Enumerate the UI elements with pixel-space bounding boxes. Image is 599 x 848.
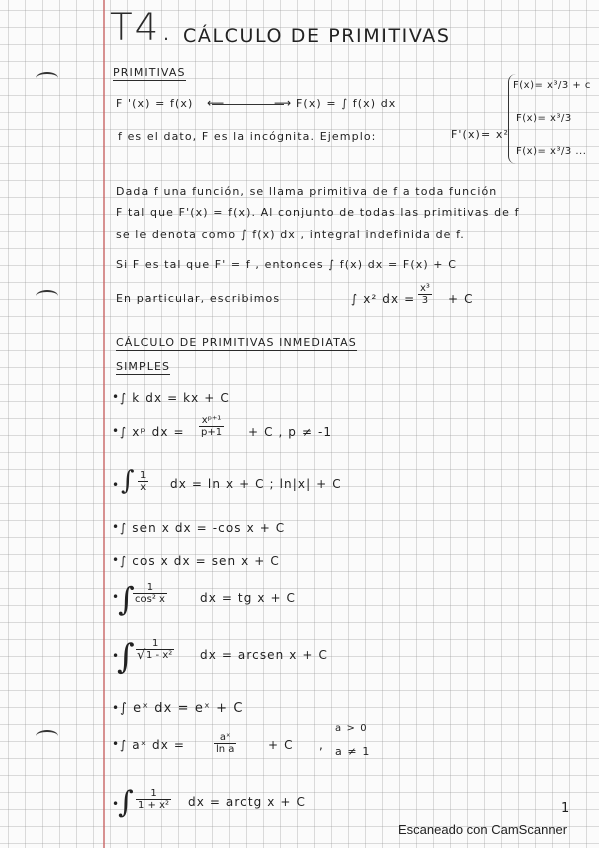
denominator: 3 — [421, 295, 429, 306]
bullet: • — [112, 424, 120, 438]
denominator: p+1 — [201, 427, 223, 438]
branch-bottom: F(x)= x³/3 ... — [516, 146, 587, 157]
binder-hole-mark — [36, 290, 58, 302]
branch-top: F(x)= x³/3 + c — [513, 80, 591, 91]
binder-hole-mark — [36, 72, 58, 84]
branch-mid: F(x)= x³/3 — [516, 113, 572, 124]
square-root-sign: √ — [137, 648, 147, 663]
formula-arctangent-fraction — [136, 788, 171, 811]
formula-general-exp-fraction — [214, 732, 236, 755]
definition-line: Dada f una función, se llama primitiva de f a toda función — [116, 185, 498, 198]
condition-separator: , — [319, 738, 324, 752]
section-heading: PRIMITIVAS — [113, 66, 186, 79]
definition-line: F tal que F'(x) = f(x). Al conjunto de todas las primitivas de f — [116, 206, 520, 219]
formula-reciprocal-fraction — [138, 470, 148, 493]
numerator: xᵖ⁺¹ — [199, 415, 224, 427]
binder-hole-mark — [36, 730, 58, 742]
example-constant: + C — [448, 292, 474, 306]
numerator: 1 — [133, 582, 167, 594]
scanner-watermark: Escaneado con CamScanner — [398, 822, 568, 837]
numerator: 1 — [140, 470, 147, 481]
arrow-right-head: ⟶ — [274, 96, 293, 110]
bullet: • — [112, 590, 120, 604]
formula-sine: ∫ sen x dx = -cos x + C — [120, 521, 286, 535]
section-heading: CÁLCULO DE PRIMITIVAS INMEDIATAS — [116, 336, 357, 349]
example-text: En particular, escribimos — [116, 292, 281, 305]
subsection-heading: SIMPLES — [116, 360, 171, 373]
numerator: 1 — [136, 788, 171, 800]
definition-line: Si F es tal que F' = f , entonces ∫ f(x) dx = F(x) + C — [116, 258, 458, 271]
page-title: CÁLCULO DE PRIMITIVAS — [183, 25, 451, 47]
formula-reciprocal-tail: dx = ln x + C ; ln|x| + C — [170, 477, 342, 491]
formula-exponential: ∫ eˣ dx = eˣ + C — [120, 701, 244, 716]
note-text: f es el dato, F es la incógnita. Ejemplo: — [118, 130, 377, 143]
bullet: • — [112, 701, 120, 715]
page-number: 1 — [561, 801, 570, 816]
bullet: • — [112, 390, 120, 404]
bullet: • — [112, 553, 120, 567]
denominator: x — [140, 482, 147, 493]
formula-cosine: ∫ cos x dx = sen x + C — [120, 554, 280, 568]
denominator: 1 - x² — [146, 650, 173, 661]
formula-arctangent-tail: dx = arctg x + C — [188, 795, 306, 809]
denominator: cos² x — [135, 594, 165, 605]
formula-constant: ∫ k dx = kx + C — [120, 391, 230, 405]
denominator: 1 + x² — [138, 800, 170, 811]
example-derivative: F'(x)= x² — [451, 128, 509, 141]
formula-secant-tail: dx = tg x + C — [200, 591, 297, 605]
formula-general-exp-lhs: ∫ aˣ dx = — [120, 738, 186, 752]
equation-integral: F(x) = ∫ f(x) dx — [296, 97, 397, 110]
condition-positive: a > 0 — [335, 723, 368, 734]
integral-sign: ∫ — [118, 785, 134, 820]
example-integral: ∫ x² dx = — [351, 292, 416, 306]
integral-sign: ∫ — [121, 466, 135, 496]
formula-power-fraction — [199, 415, 224, 438]
bullet: • — [112, 797, 120, 811]
topic-number: T4. — [110, 6, 174, 49]
denominator: ln a — [216, 744, 235, 755]
numerator: aˣ — [214, 732, 236, 744]
integral-sign: ∫ — [117, 637, 135, 677]
margin-line — [103, 0, 105, 848]
bullet: • — [112, 649, 120, 663]
integral-sign: ∫ — [118, 580, 135, 618]
example-fraction — [418, 283, 432, 306]
numerator: 1 — [136, 638, 174, 650]
arrow-left-head: ⟵ — [207, 96, 226, 110]
formula-power-lhs: ∫ xᵖ dx = — [120, 425, 185, 439]
condition-not-one: a ≠ 1 — [335, 745, 371, 758]
bullet: • — [112, 478, 120, 492]
numerator: x³ — [420, 283, 430, 294]
formula-arcsine-tail: dx = arcsen x + C — [200, 648, 328, 662]
formula-secant-fraction — [133, 582, 167, 605]
formula-general-exp-tail: + C — [268, 738, 294, 752]
formula-power-tail: + C , p ≠ -1 — [248, 425, 333, 439]
bullet: • — [112, 520, 120, 534]
definition-line: se le denota como ∫ f(x) dx , integral indefinida de f. — [116, 228, 465, 241]
equation-derivative: F '(x) = f(x) — [116, 97, 194, 110]
bullet: • — [112, 737, 120, 751]
